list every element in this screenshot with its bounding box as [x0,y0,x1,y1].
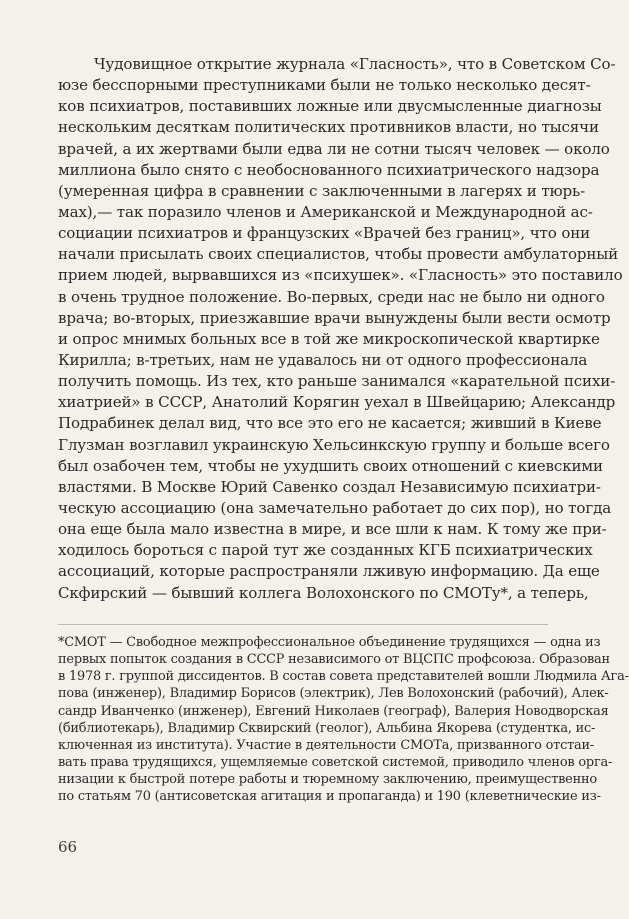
faded-line [58,614,548,624]
main-text-block [58,54,623,604]
main-text-line: (умеренная цифра в сравнении с заключенными в лагерях и тюрь- [58,181,586,200]
footnote-line: в 1978 г. группой диссидентов. В состав совета представителей вошли Людмила Ага- [58,669,629,685]
footnote-divider [58,624,548,625]
main-text-line: социации психиатров и французских «Врачей без границ», что они [58,224,591,243]
main-text-line: ческую ассоциацию (она замечательно работает до сих пор), но тогда [58,498,612,517]
main-text-line: юзе бесспорными преступниками были не только несколько десят- [58,76,591,95]
main-text-line: Глузман возглавил украинскую Хельсинкскую группу и больше всего [58,435,610,454]
main-text-line-fragment: Скфирский — бывший коллега Волохонского по СМОТу*, а теперь, [58,583,589,602]
main-text-line: Чудовищное открытие журнала «Гласность», что в Советском Со- [94,55,616,73]
footnote-line: пова (инженер), Владимир Борисов (электрик), Лев Волохонский (рабочий), Алек- [58,686,609,702]
main-text-line: получить помощь. Из тех, кто раньше занимался «карательной психи- [58,372,616,391]
main-text-line: Подрабинек делал вид, что все это его не касается; живший в Киеве [58,414,602,433]
main-text-line: мах),— так поразило членов и Американской и Международной ас- [58,202,593,221]
footnote-line: вать права трудящихся, ущемляемые советской системой, приводило членов орга- [58,754,613,770]
main-text-line: в очень трудное положение. Во-первых, среди нас не было ни одного [58,287,605,306]
main-text-line: начали присылать своих специалистов, чтобы провести амбулаторный [58,245,619,264]
main-text-line: врача; во-вторых, приезжавшие врачи вынуждены были вести осмотр [58,308,611,327]
main-text-line: врачей, а их жертвами были едва ли не сотни тысяч человек — около [58,139,610,158]
main-text-line: миллиона было снято с необоснованного психиатрического надзора [58,160,600,179]
footnote-line: ключенная из института). Участие в деятельности СМОТа, призванного отстаи- [58,737,595,753]
main-text-line: хиатрией» в СССР, Анатолий Корягин уехал в Швейцарию; Александр [58,393,616,412]
main-text-line: нескольким десяткам политических противников власти, но тысячи [58,118,599,137]
main-text-line-with-footnote-ref [58,583,589,604]
main-text-line: прием людей, вырвавшихся из «психушек». «Гласность» это поставило [58,266,623,285]
main-text-line: и опрос мнимых больных все в той же микроскопической квартирке [58,329,600,348]
main-text-line: она еще была мало известна в мире, и все шли к нам. К тому же при- [58,520,607,539]
main-text-line: ходилось бороться с парой тут же созданных КГБ психиатрических [58,541,593,560]
main-text-line: ассоциаций, которые распространяли лживую информацию. Да еще [58,562,600,581]
main-text-line: властями. В Москве Юрий Савенко создал Независимую психиатри- [58,477,601,496]
main-text-line: Кирилла; в-третьих, нам не удавалось ни от одного профессионала [58,350,588,369]
footnote-line: первых попыток создания в СССР независимого от ВЦСПС профсоюза. Образован [58,652,610,668]
footnote-block [58,634,629,805]
footnote-line: *СМОТ — Свободное межпрофессиональное объединение трудящихся — одна из [58,635,601,650]
main-text-line: был озабочен тем, чтобы не ухудшить своих отношений с киевскими [58,456,603,475]
footnote-line: (библиотекарь), Владимир Сквирский (геолог), Альбина Якорева (студентка, ис- [58,720,596,736]
footnote-line: сандр Иванченко (инженер), Евгений Николаев (географ), Валерия Новодворская [58,703,609,719]
footnote-line: низации к быстрой потере работы и тюремному заключению, преимущественно [58,772,597,788]
page-number: 66 [58,838,78,856]
main-text-line: ков психиатров, поставивших ложные или двусмысленные диагнозы [58,97,602,116]
footnote-line: по статьям 70 (антисоветская агитация и пропаганда) и 190 (клеветнические из- [58,789,601,805]
